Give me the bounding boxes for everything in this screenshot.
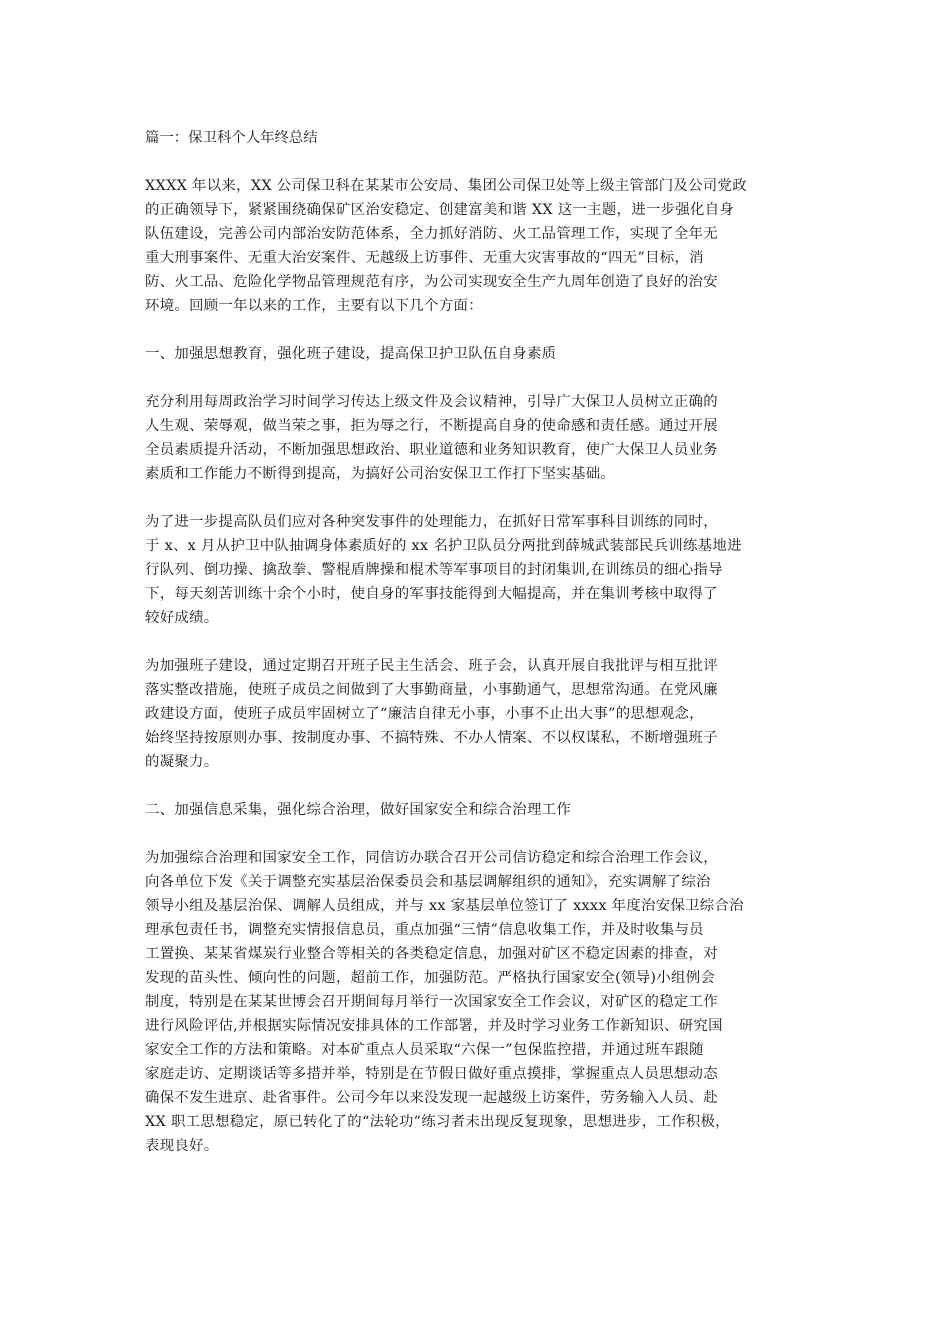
text-line: 确保不发生进京、赴省事件。公司今年以来没发现一起越级上访案件，劳务输入人员、赴 [145, 1090, 718, 1106]
text-line: XX 职工思想稳定，原已转化了的“法轮功”练习者未出现反复现象，思想进步，工作积极， [145, 1114, 730, 1130]
text-line: 的凝聚力。 [145, 754, 219, 770]
section-heading [145, 342, 817, 366]
text-line: 素质和工作能力不断得到提高，为搞好公司治安保卫工作打下坚实基础。 [145, 466, 616, 482]
text-line: 工置换、某某省煤炭行业整合等相关的各类稳定信息，加强对矿区不稳定因素的排查，对 [145, 946, 718, 962]
text-line: 领导小组及基层治保、调解人员组成，并与 xx 家基层单位签订了 xxxx 年度治安保卫综合治 [145, 898, 744, 914]
text-line: 始终坚持按原则办事、按制度办事、不搞特殊、不办人情案、不以权谋私，不断增强班子 [145, 730, 718, 746]
paragraph [145, 654, 817, 774]
paragraph [145, 510, 817, 630]
text-line: 重大刑事案件、无重大治安案件、无越级上访事件、无重大灾害事故的“四无”目标，消 [145, 250, 704, 266]
text-line: 二、加强信息采集，强化综合治理，做好国家安全和综合治理工作 [145, 802, 572, 818]
text-line: 表现良好。 [145, 1138, 219, 1154]
text-line: 下，每天刻苦训练十余个小时，使自身的军事技能得到大幅提高，并在集训考核中取得了 [145, 586, 718, 602]
text-line: 理承包责任书，调整充实情报信息员，重点加强“三情”信息收集工作，并及时收集与员 [145, 922, 704, 938]
text-line: 防、火工品、危险化学物品管理规范有序，为公司实现安全生产九周年创造了良好的治安 [145, 274, 718, 290]
text-line: 环境。回顾一年以来的工作，主要有以下几个方面： [145, 298, 483, 314]
text-line: 家庭走访、定期谈话等多措并举，特别是在节假日做好重点摸排，掌握重点人员思想动态 [145, 1066, 718, 1082]
text-line: 的正确领导下，紧紧围绕确保矿区治安稳定、创建富美和谐 XX 这一主题，进一步强化自身 [145, 202, 735, 218]
text-line: XXXX 年以来，XX 公司保卫科在某某市公安局、集团公司保卫处等上级主管部门及公司党政 [145, 178, 747, 194]
text-line: 落实整改措施，使班子成员之间做到了大事勤商量，小事勤通气，思想常沟通。在党风廉 [145, 682, 718, 698]
document-sections [145, 174, 817, 1158]
text-line: 充分利用每周政治学习时间学习传达上级文件及会议精神，引导广大保卫人员树立正确的 [145, 394, 718, 410]
text-line: 为加强班子建设，通过定期召开班子民主生活会、班子会，认真开展自我批评与相互批评 [145, 658, 718, 674]
text-line: 全员素质提升活动，不断加强思想政治、职业道德和业务知识教育，使广大保卫人员业务 [145, 442, 718, 458]
paragraph [145, 174, 817, 318]
text-line: 发现的苗头性、倾向性的问题，超前工作，加强防范。严格执行国家安全(领导)小组例会 [145, 970, 716, 986]
text-line: 于 x、x 月从护卫中队抽调身体素质好的 xx 名护卫队员分两批到薛城武装部民兵训练基地进 [145, 538, 742, 554]
text-line: 向各单位下发《关于调整充实基层治保委员会和基层调解组织的通知》，充实调解了综治 [145, 874, 711, 890]
text-line: 为了进一步提高队员们应对各种突发事件的处理能力，在抓好日常军事科目训练的同时， [145, 514, 718, 530]
paragraph [145, 390, 817, 486]
text-line: 队伍建设，完善公司内部治安防范体系，全力抓好消防、火工品管理工作，实现了全年无 [145, 226, 718, 242]
text-line: 行队列、倒功操、擒敌拳、警棍盾牌操和棍术等军事项目的封闭集训,在训练员的细心指导 [145, 562, 723, 578]
document-title: 篇一：保卫科个人年终总结 [145, 130, 318, 146]
text-line: 为加强综合治理和国家安全工作，同信访办联合召开公司信访稳定和综合治理工作会议， [145, 850, 718, 866]
text-line: 政建设方面，使班子成员牢固树立了“廉洁自律无小事，小事不止出大事”的思想观念， [145, 706, 704, 722]
text-line: 一、加强思想教育，强化班子建设，提高保卫护卫队伍自身素质 [145, 346, 557, 362]
text-line: 较好成绩。 [145, 610, 219, 626]
document-body [145, 126, 817, 1182]
text-line: 进行风险评估,并根据实际情况安排具体的工作部署，并及时学习业务工作新知识、研究国 [145, 1018, 723, 1034]
text-line: 人生观、荣辱观，做当荣之事，拒为辱之行，不断提高自身的使命感和责任感。通过开展 [145, 418, 718, 434]
text-line: 制度，特别是在某某世博会召开期间每月举行一次国家安全工作会议，对矿区的稳定工作 [145, 994, 718, 1010]
paragraph [145, 846, 817, 1158]
section-heading [145, 798, 817, 822]
text-line: 家安全工作的方法和策略。对本矿重点人员采取“六保一”包保监控措，并通过班车跟随 [145, 1042, 704, 1058]
